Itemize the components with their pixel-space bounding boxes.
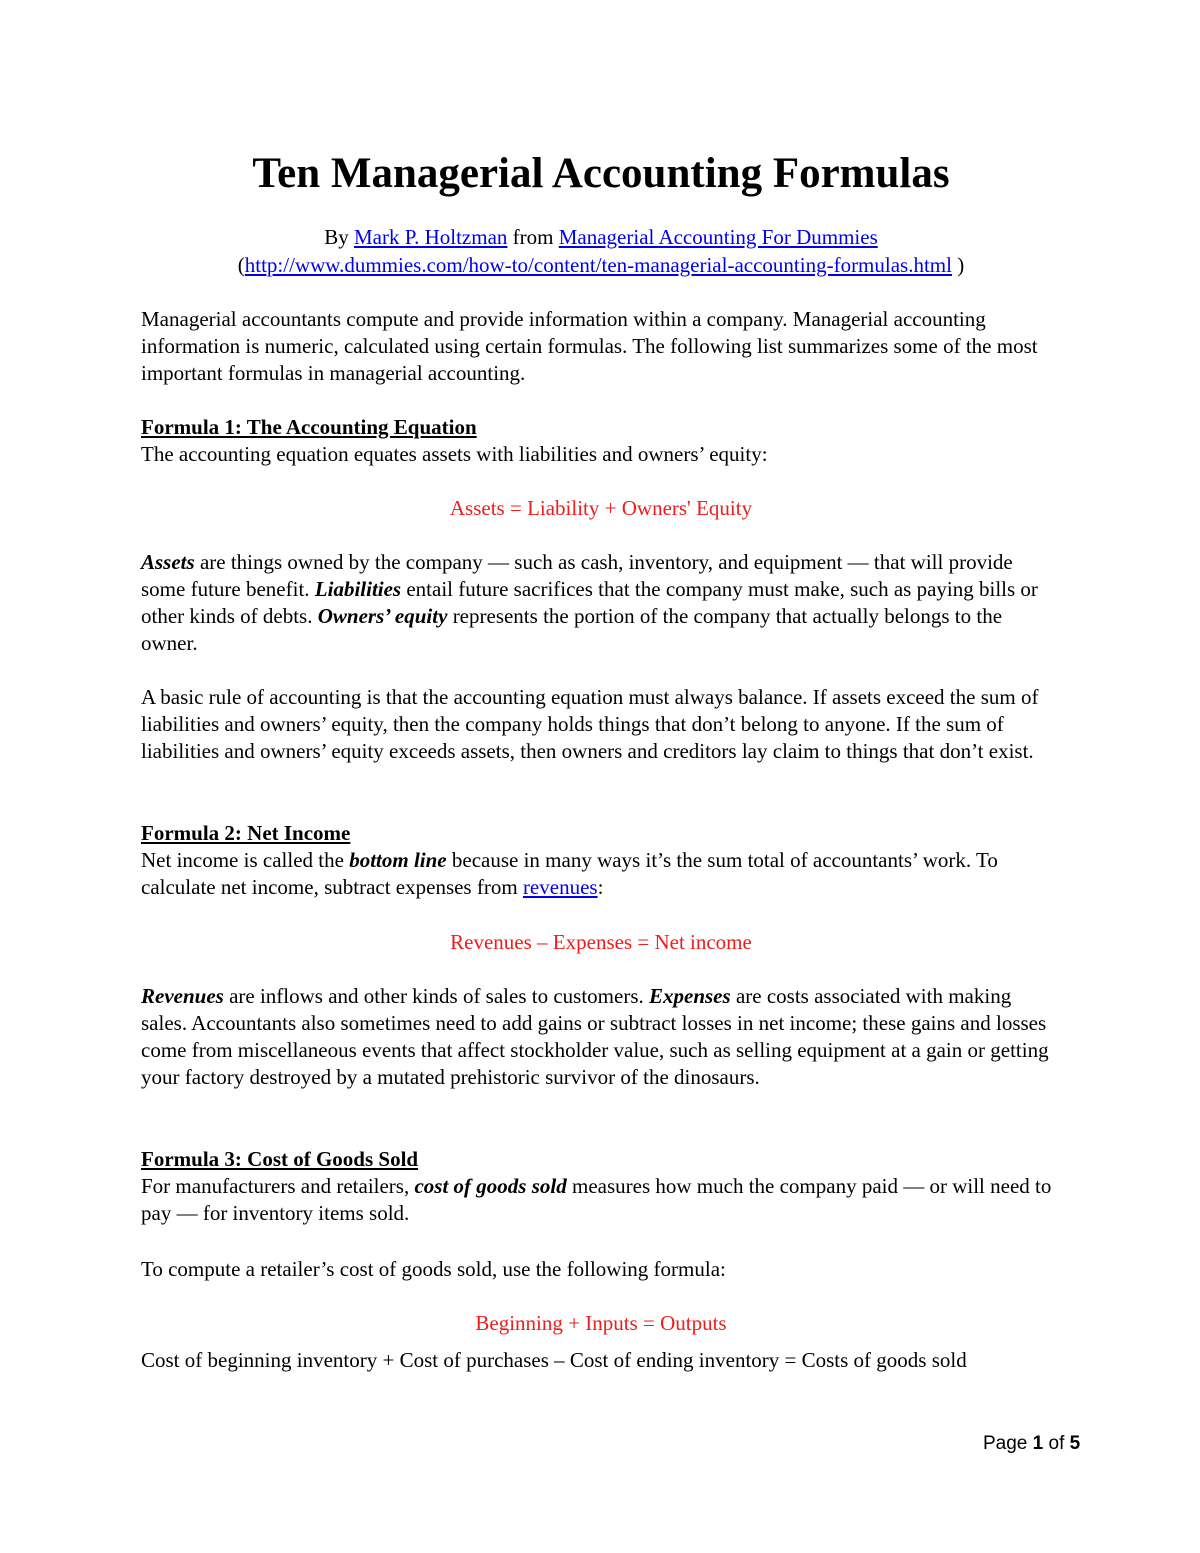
url-open-paren: (	[237, 253, 245, 277]
formula3-lead-text-1: For manufacturers and retailers,	[141, 1174, 415, 1198]
byline-by: By	[324, 225, 354, 249]
footer-current-page: 1	[1032, 1433, 1044, 1454]
formula2-lead-colon: :	[597, 875, 604, 899]
term-assets: Assets	[141, 550, 195, 574]
formula2-lead-text-1: Net income is called the	[141, 848, 350, 872]
source-url-link[interactable]: http://www.dummies.com/how-to/content/ten-managerial-accounting-formulas.html	[244, 253, 952, 277]
page-number-footer	[983, 1432, 1080, 1456]
formula3-equation: Beginning + Inputs = Outputs	[475, 1311, 727, 1335]
formula1-section	[141, 414, 1061, 468]
byline	[141, 223, 1061, 279]
formula2-definitions	[141, 983, 1061, 1091]
formula1-balance-paragraph: A basic rule of accounting is that the accounting equation must always balance. If assets exceed the sum of liabilities and owners’ equity, then the company holds things that don’t belong to anyone. If the sum of liabilities and owners’ equity exceeds assets, then owners and creditors lay claim to things that don’t exist.	[141, 685, 1039, 763]
formula2-def-text-2: are costs associated with making sales. Accountants also sometimes need to add gains or subtract losses in net income; these gains and losses come from miscellaneous events that affect stockholder value, such as selling equipment at a gain or getting your factory destroyed by a mutated prehistoric survivor of the dinosaurs.	[141, 984, 1049, 1089]
term-expenses: Expenses	[649, 984, 731, 1008]
formula1-lead: The accounting equation equates assets with liabilities and owners’ equity:	[141, 442, 768, 466]
formula3-section	[141, 1146, 1061, 1227]
formula3-heading: Formula 3: Cost of Goods Sold	[141, 1147, 419, 1171]
footer-total-pages: 5	[1069, 1433, 1081, 1454]
intro-paragraph: Managerial accountants compute and provide information within a company. Managerial accounting information is numeric, calculated using certain formulas. The following list summarizes some of the most important formulas in managerial accounting.	[141, 307, 1038, 385]
formula2-section	[141, 820, 1061, 901]
formula2-equation: Revenues – Expenses = Net income	[450, 930, 752, 954]
term-owners-equity: Owners’ equity	[317, 604, 448, 628]
formula1-heading: Formula 1: The Accounting Equation	[141, 415, 477, 439]
formula3-instruction: To compute a retailer’s cost of goods sold, use the following formula:	[141, 1257, 726, 1281]
url-close-paren: )	[951, 253, 965, 277]
term-bottom-line: bottom line	[349, 848, 447, 872]
formula3-lead-text-2: measures how much the company paid — or will need to pay — for inventory items sold.	[141, 1174, 1052, 1225]
term-cost-of-goods-sold: cost of goods sold	[414, 1174, 567, 1198]
formula1-equation: Assets = Liability + Owners' Equity	[449, 496, 753, 520]
footer-page-word: Page	[983, 1433, 1033, 1454]
formula1-definitions	[141, 549, 1061, 657]
book-link[interactable]: Managerial Accounting For Dummies	[558, 225, 878, 249]
formula2-def-text-1: are inflows and other kinds of sales to customers.	[223, 984, 649, 1008]
term-liabilities: Liabilities	[314, 577, 402, 601]
formula1-def-text-1: are things owned by the company — such as cash, inventory, and equipment — that will provide some future benefit.	[141, 550, 1013, 601]
byline-from: from	[507, 225, 559, 249]
footer-of-word: of	[1043, 1433, 1070, 1454]
term-revenues: Revenues	[141, 984, 224, 1008]
formula2-lead-text-2: because in many ways it’s the sum total of accountants’ work. To calculate net income, subtract expenses from	[141, 848, 998, 899]
formula1-def-text-2: entail future sacrifices that the company must make, such as paying bills or other kinds of debts.	[141, 577, 1038, 628]
author-link[interactable]: Mark P. Holtzman	[354, 225, 508, 249]
revenues-link[interactable]: revenues	[522, 875, 598, 899]
formula1-def-text-3: represents the portion of the company that actually belongs to the owner.	[141, 604, 1003, 655]
document-page	[141, 0, 1061, 1553]
formula2-heading: Formula 2: Net Income	[141, 821, 351, 845]
document-title: Ten Managerial Accounting Formulas	[252, 150, 950, 197]
formula3-expanded-formula: Cost of beginning inventory + Cost of purchases – Cost of ending inventory = Costs of goods sold	[141, 1348, 967, 1372]
